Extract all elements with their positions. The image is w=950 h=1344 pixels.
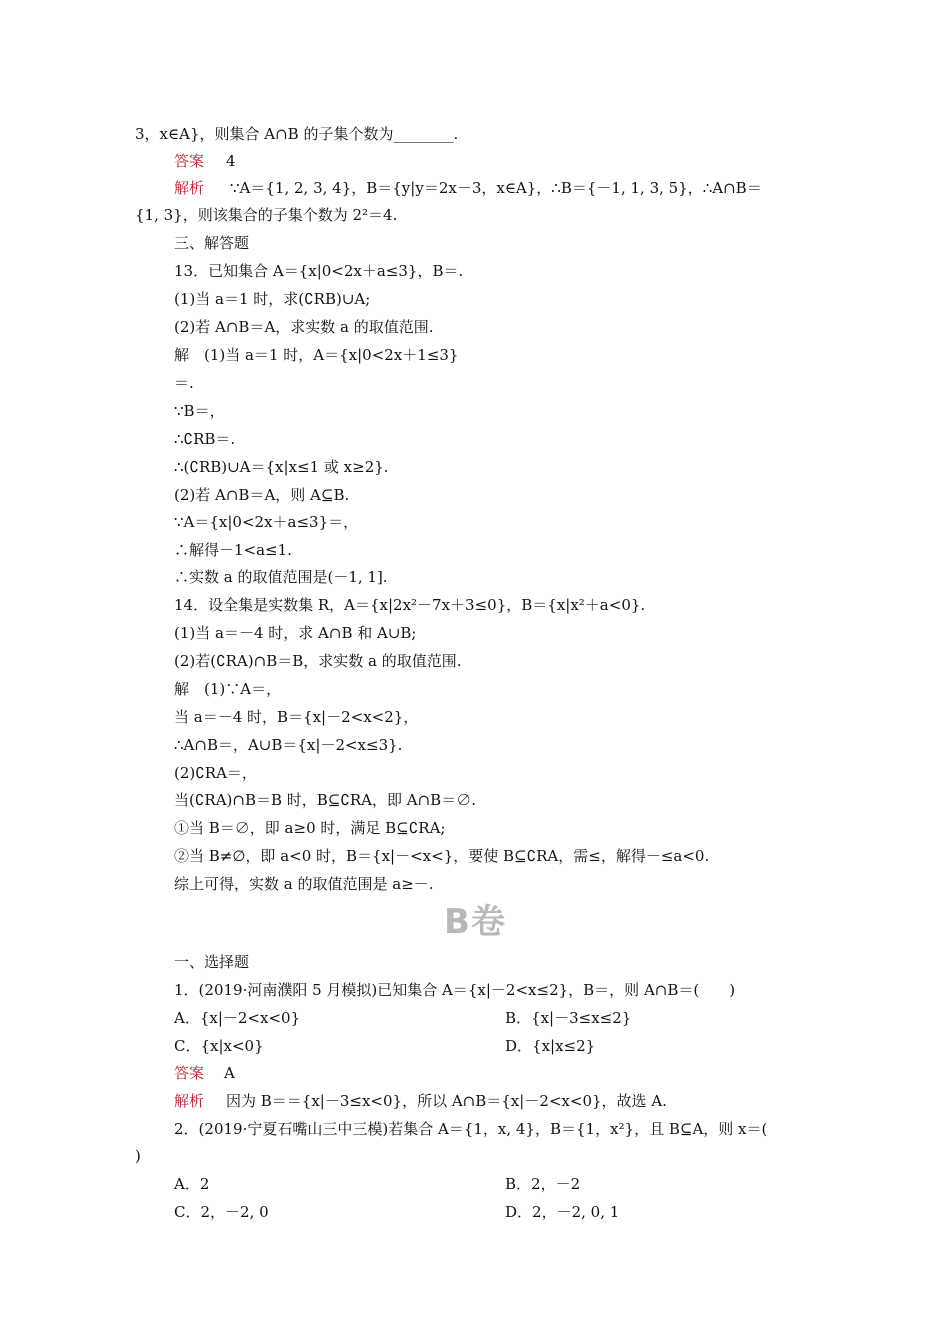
text-line: (1)当 a＝1 时，求(∁RB)∪A; bbox=[174, 290, 371, 308]
text-line: ∵B＝， bbox=[174, 402, 225, 420]
text-line: (2)若(∁RA)∩B＝B，求实数 a 的取值范围. bbox=[174, 652, 462, 670]
section-b-title: B卷 bbox=[444, 902, 506, 942]
text-line: {1, 3}，则该集合的子集个数为 2²＝4. bbox=[135, 206, 398, 224]
text-line: ①当 B＝∅，即 a≥0 时，满足 B⊆∁RA; bbox=[174, 819, 446, 837]
question-2-option-b: B．2，－2 bbox=[505, 1175, 581, 1193]
section-heading: 三、解答题 bbox=[174, 234, 250, 252]
answer-label: 答案 bbox=[174, 152, 205, 170]
question-2-stem-cont: ) bbox=[135, 1147, 141, 1165]
question-14: 14．设全集是实数集 R，A＝{x|2x²－7x＋3≤0}，B＝{x|x²＋a<0}. bbox=[174, 596, 646, 614]
question-1-option-a: A．{x|－2<x<0} bbox=[174, 1009, 301, 1027]
text-line: (2)若 A∩B＝A，则 A⊆B. bbox=[174, 486, 350, 504]
answer-value: A bbox=[224, 1064, 235, 1082]
solution-line: 解 (1)当 a＝1 时，A＝{x|0<2x＋1≤3} bbox=[174, 346, 459, 364]
question-1-option-d: D．{x|x≤2} bbox=[505, 1037, 596, 1055]
text-line: (2)若 A∩B＝A，求实数 a 的取值范围. bbox=[174, 318, 434, 336]
analysis-label: 解析 bbox=[174, 1092, 205, 1110]
analysis-text: 因为 B＝＝{x|－3≤x<0}，所以 A∩B＝{x|－2<x<0}，故选 A. bbox=[226, 1092, 667, 1110]
text-line: ＝. bbox=[174, 374, 194, 392]
text-line: ∴(∁RB)∪A＝{x|x≤1 或 x≥2}. bbox=[174, 458, 389, 476]
section-heading: 一、选择题 bbox=[174, 953, 250, 971]
analysis-text: ∵A＝{1, 2, 3, 4}，B＝{y|y＝2x－3，x∈A}，∴B＝{－1, 1, 3, 5}，∴A∩B＝ bbox=[230, 179, 762, 197]
text-line: (2)∁RA＝， bbox=[174, 764, 257, 782]
text-line: 当 a＝－4 时，B＝{x|－2<x<2}， bbox=[174, 708, 419, 726]
answer-value: 4 bbox=[226, 152, 236, 170]
solution-line: 解 (1)∵A＝， bbox=[174, 680, 282, 698]
text-line: ∵A＝{x|0<2x＋a≤3}＝， bbox=[174, 513, 359, 531]
text-line: (1)当 a＝－4 时，求 A∩B 和 A∪B; bbox=[174, 624, 417, 642]
question-1-option-c: C．{x|x<0} bbox=[174, 1037, 264, 1055]
question-1-option-b: B．{x|－3≤x≤2} bbox=[505, 1009, 632, 1027]
question-1-stem: 1．(2019·河南濮阳 5 月模拟)已知集合 A＝{x|－2<x≤2}，B＝，则 A∩B＝( ) bbox=[174, 981, 736, 999]
text-line: ∴实数 a 的取值范围是(－1, 1]. bbox=[174, 568, 388, 586]
text-line: 综上可得，实数 a 的取值范围是 a≥－. bbox=[174, 875, 434, 893]
text-line: 3，x∈A}，则集合 A∩B 的子集个数为________. bbox=[135, 125, 459, 143]
text-line: ∴∁RB＝. bbox=[174, 430, 236, 448]
question-2-stem: 2．(2019·宁夏石嘴山三中三模)若集合 A＝{1，x, 4}，B＝{1，x²}，且 B⊆A，则 x＝( bbox=[174, 1120, 768, 1138]
question-13: 13．已知集合 A＝{x|0<2x＋a≤3}，B＝. bbox=[174, 262, 464, 280]
text-line: 当(∁RA)∩B＝B 时，B⊆∁RA，即 A∩B＝∅. bbox=[174, 791, 476, 809]
question-2-option-c: C．2，－2, 0 bbox=[174, 1203, 269, 1221]
answer-label: 答案 bbox=[174, 1064, 205, 1082]
text-line: ∴解得－1<a≤1. bbox=[174, 541, 292, 559]
text-line: ∴A∩B＝，A∪B＝{x|－2<x≤3}. bbox=[174, 736, 403, 754]
question-2-option-a: A．2 bbox=[174, 1175, 210, 1193]
analysis-label: 解析 bbox=[174, 179, 205, 197]
question-2-option-d: D．2，－2, 0, 1 bbox=[505, 1203, 620, 1221]
text-line: ②当 B≠∅，即 a<0 时，B＝{x|－<x<}，要使 B⊆∁RA，需≤，解得－≤a<0. bbox=[174, 847, 710, 865]
